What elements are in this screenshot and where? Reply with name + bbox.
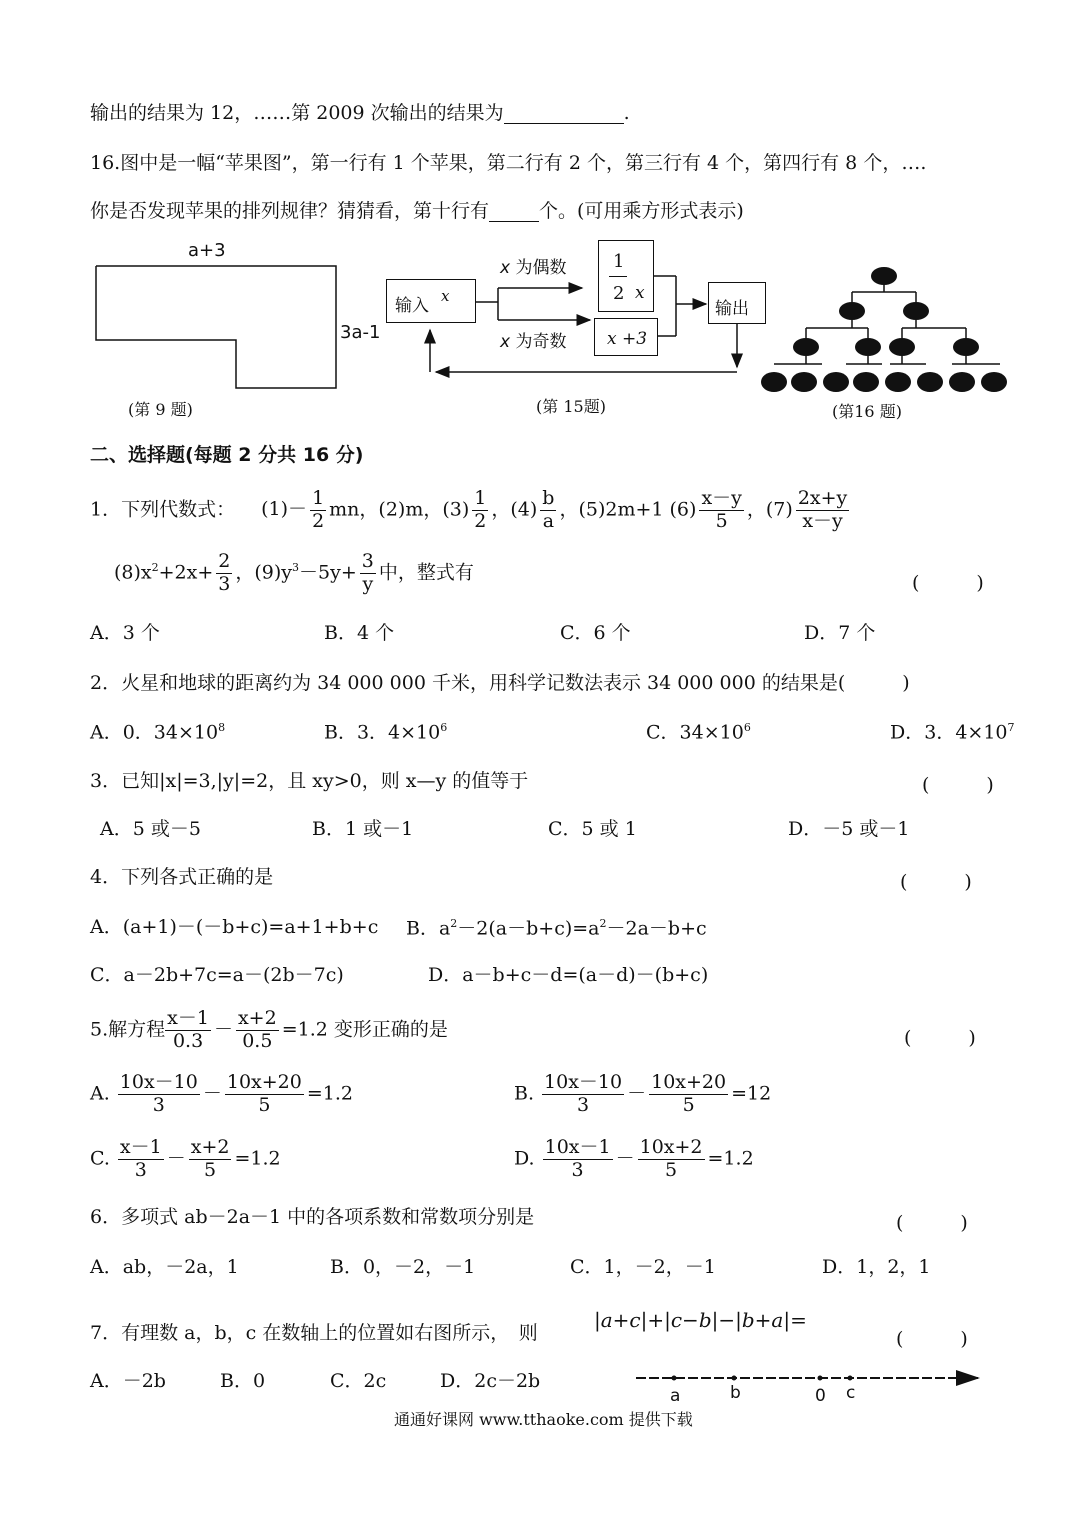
point-0: [818, 1376, 823, 1381]
flow-output-box: 输出: [708, 282, 766, 324]
q5-option-a[interactable]: A. $\frac{10x-10}{3}$ － $\frac{10x+20}{5}$ =1.2: [90, 1071, 353, 1116]
q4-option-d[interactable]: D．a－b+c－d=(a－d)－(b+c): [428, 964, 709, 986]
q5-option-b[interactable]: B. $\frac{10x-10}{3}$ － $\frac{10x+20}{5}$ =12: [514, 1071, 772, 1116]
section-title: 二、选择题(每题 2 分共 16 分): [90, 444, 364, 466]
q7-expression: |a+c|+|c−b|−|b+a|=: [594, 1308, 807, 1332]
q2-option-b[interactable]: B．3．$4\times 10^6$: [324, 721, 448, 744]
axis-label-b: b: [730, 1383, 741, 1403]
apple-icon: [761, 372, 787, 392]
apple-icon: [889, 338, 915, 356]
answer-blank-q15[interactable]: [504, 104, 624, 124]
q6-option-a[interactable]: A．ab，－2a，1: [90, 1256, 239, 1278]
fig15-caption: (第 15题): [536, 397, 606, 416]
q3-option-d[interactable]: D．－5 或－1: [788, 818, 910, 840]
q4-option-a[interactable]: A．(a+1)－(－b+c)=a+1+b+c: [90, 916, 379, 938]
flow-arrows: [380, 236, 780, 386]
apple-icon: [839, 302, 865, 320]
q6-option-d[interactable]: D．1，2，1: [822, 1256, 931, 1278]
flow-even-label: x 为偶数: [500, 258, 567, 278]
fig9-side-label: 3a-1: [340, 322, 381, 343]
q1-option-c[interactable]: C．6 个: [560, 622, 631, 644]
q1-option-d[interactable]: D．7 个: [804, 622, 876, 644]
flow-odd-label: x 为奇数: [500, 332, 567, 352]
q3-answer-paren[interactable]: ( ): [922, 774, 994, 796]
point-c: [848, 1376, 853, 1381]
footer-credit: 通通好课网 www.tthaoke.com 提供下载: [394, 1410, 693, 1429]
apple-icon: [793, 338, 819, 356]
number-line: [634, 1366, 994, 1386]
apple-icon: [953, 338, 979, 356]
apple-icon: [823, 372, 849, 392]
q2-option-c[interactable]: C．$34\times 10^6$: [646, 721, 751, 744]
q2-option-a[interactable]: A．0．$34\times 10^8$: [90, 721, 226, 744]
q7-answer-paren[interactable]: ( ): [896, 1328, 968, 1350]
flow-plus3-box: x +3: [594, 318, 658, 356]
q5-answer-paren[interactable]: ( ): [904, 1027, 976, 1049]
q6-answer-paren[interactable]: ( ): [896, 1212, 968, 1234]
q5-equation: 5.解方程 $\frac{x-1}{0.3}$ － $\frac{x+2}{0.5}$ =1.2 变形正确的是: [90, 1007, 448, 1052]
q5-option-c[interactable]: C. $\frac{x-1}{3}$ － $\frac{x+2}{5}$ =1.2: [90, 1136, 281, 1181]
point-a: [672, 1376, 677, 1381]
fig16-caption: (第16 题): [832, 402, 902, 421]
q1-answer-paren[interactable]: ( ): [912, 572, 984, 594]
apple-icon: [949, 372, 975, 392]
q16-text: 16.图中是一幅“苹果图”，第一行有 1 个苹果，第二行有 2 个，第三行有 4 个，第四行有 8 个，….: [90, 152, 927, 174]
apple-icon: [903, 302, 929, 320]
axis-label-a: a: [670, 1386, 681, 1406]
q1-line2: $(8)x^2+2x+$ $\frac{2}{3}$ ，$(9)y^3-5y+$ $\frac{3}{y}$ 中，整式有: [114, 550, 474, 595]
q1-option-b[interactable]: B．4 个: [324, 622, 395, 644]
fig9-top-label: a+3: [188, 240, 226, 261]
q16-question: 你是否发现苹果的排列规律？猜猜看，第十行有 个。(可用乘方形式表示): [90, 200, 744, 222]
q2-text: 2．火星和地球的距离约为 34 000 000 千米，用科学记数法表示 34 000 000 的结果是( ): [90, 672, 910, 694]
q3-option-a[interactable]: A．5 或－5: [100, 818, 201, 840]
q7-option-d[interactable]: D．2c－2b: [440, 1370, 541, 1392]
fig9-caption: (第 9 题): [128, 400, 193, 419]
apple-icon: [917, 372, 943, 392]
q6-option-b[interactable]: B．0，－2，－1: [330, 1256, 476, 1278]
q5-option-d[interactable]: D. $\frac{10x-1}{3}$ － $\frac{10x+2}{5}$ =1.2: [514, 1136, 754, 1181]
q4-answer-paren[interactable]: ( ): [900, 871, 972, 893]
point-b: [732, 1376, 737, 1381]
apple-tree-figure: [756, 262, 1026, 402]
apple-icon: [791, 372, 817, 392]
q7-option-c[interactable]: C．2c: [330, 1370, 387, 1392]
answer-blank-q16[interactable]: [489, 202, 539, 222]
line-continued: 输出的结果为 12，……第 2009 次输出的结果为 .: [90, 102, 630, 124]
q6-text: 6．多项式 ab－2a－1 中的各项系数和常数项分别是: [90, 1206, 535, 1228]
apple-icon: [853, 372, 879, 392]
q7-option-a[interactable]: A．－2b: [90, 1370, 166, 1392]
q6-option-c[interactable]: C．1，－2，－1: [570, 1256, 716, 1278]
q2-option-d[interactable]: D．3．$4\times 10^7$: [890, 721, 1015, 744]
axis-label-c: c: [846, 1383, 856, 1403]
flow-half-box: 1 2 x: [598, 240, 654, 312]
axis-label-0: 0: [815, 1386, 826, 1406]
q4-option-c[interactable]: C．a－2b+7c=a－(2b－7c): [90, 964, 344, 986]
q7-text: 7．有理数 a，b，c 在数轴上的位置如右图所示， 则: [90, 1322, 538, 1344]
q4-text: 4．下列各式正确的是: [90, 866, 274, 888]
apple-icon: [871, 267, 897, 285]
q1-option-a[interactable]: A．3 个: [90, 622, 160, 644]
flow-input-box: 输入 x: [386, 279, 476, 323]
q3-option-b[interactable]: B．1 或－1: [312, 818, 414, 840]
apple-icon: [855, 338, 881, 356]
q4-option-b[interactable]: B．$a^2-2(a-b+c)=a^2-2a-b+c$: [406, 917, 707, 940]
q3-text: 3．已知|x|=3,|y|=2，且 xy>0，则 x—y 的值等于: [90, 770, 529, 792]
q3-option-c[interactable]: C．5 或 1: [548, 818, 637, 840]
q1-line1: 1．下列代数式： (1)－ $\frac{1}{2}$ mn，(2)m，(3) $\frac{1}{2}$ ，(4) $\frac{b}{a}$ ，(5)2m+1 (6) $\frac{x-y}{5}$ ，(7) $\frac{2x+y}{x-y}$: [90, 487, 848, 532]
apple-icon: [981, 372, 1007, 392]
apple-icon: [885, 372, 911, 392]
q7-option-b[interactable]: B．0: [220, 1370, 266, 1392]
